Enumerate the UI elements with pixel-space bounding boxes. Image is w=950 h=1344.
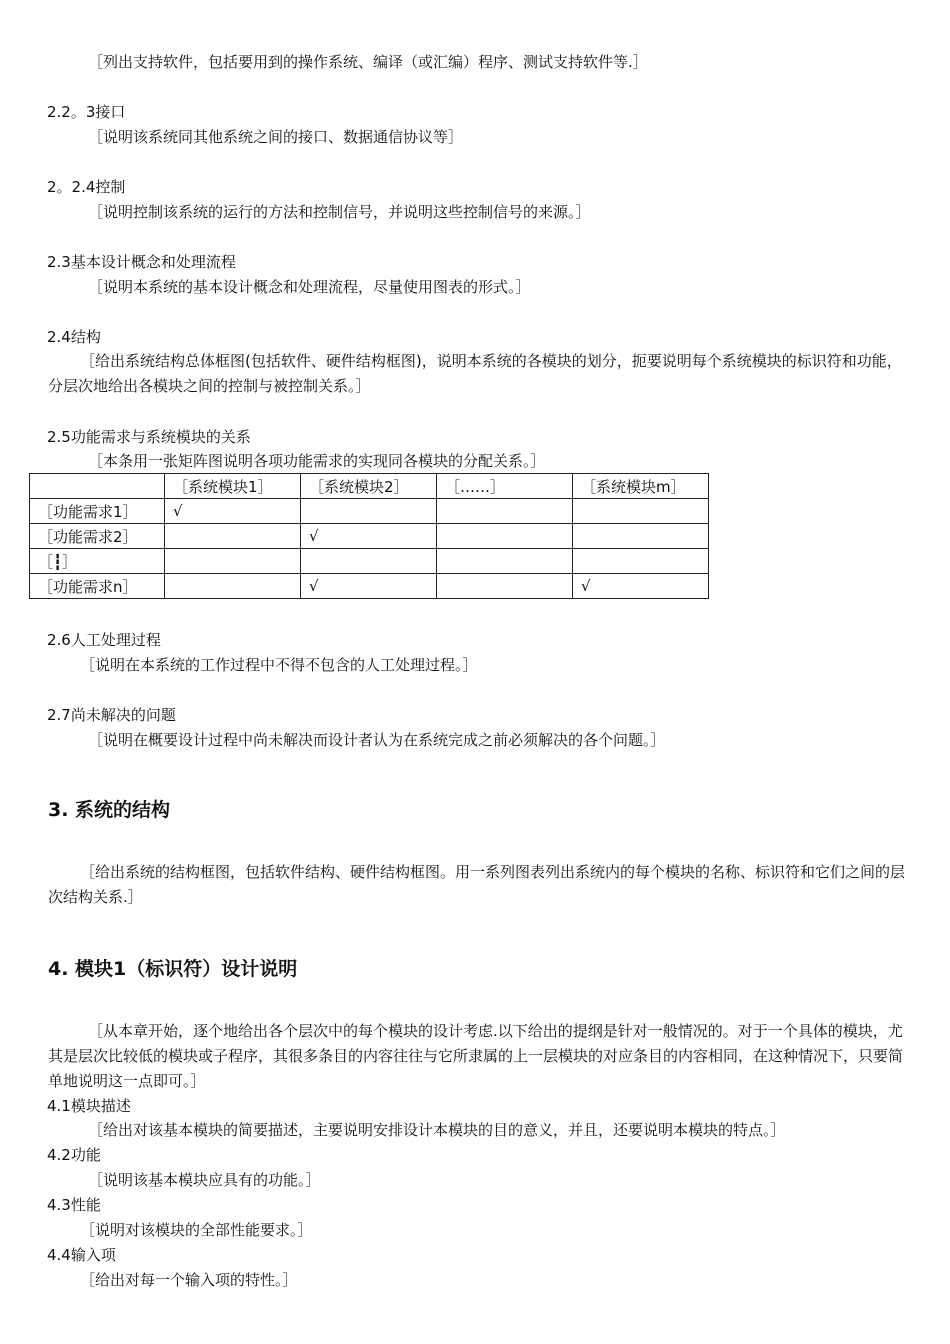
section-4-4-title: 4.4输入项 bbox=[47, 1246, 116, 1264]
section-2-2-3-desc: ［说明该系统同其他系统之间的接口、数据通信协议等］ bbox=[88, 128, 464, 146]
matrix-cell bbox=[165, 524, 301, 549]
matrix-row bbox=[30, 524, 709, 549]
matrix-row-label: ［功能需求2］ bbox=[30, 524, 165, 549]
heading-3-desc: ［给出系统的结构框图，包括软件结构、硬件结构框图。用一系列图表列出系统内的每个模块的名称、标识符和它们之间的层次结构关系.］ bbox=[48, 863, 906, 906]
section-4-3-desc: ［说明对该模块的全部性能要求。］ bbox=[80, 1221, 313, 1239]
section-2-2-4-desc: ［说明控制该系统的运行的方法和控制信号，并说明这些控制信号的来源。］ bbox=[88, 203, 591, 221]
matrix-row bbox=[30, 549, 709, 574]
heading-3-system-structure: 3. 系统的结构 bbox=[48, 799, 171, 821]
matrix-cell bbox=[165, 549, 301, 574]
matrix-header-module-2: ［系统模块2］ bbox=[301, 474, 437, 499]
requirements-module-matrix bbox=[29, 473, 709, 599]
matrix-cell bbox=[437, 524, 573, 549]
section-2-3-title: 2.3基本设计概念和处理流程 bbox=[47, 253, 236, 271]
matrix-cell bbox=[573, 524, 709, 549]
support-software-desc: ［列出支持软件，包括要用到的操作系统、编译（或汇编）程序、测试支持软件等.］ bbox=[88, 53, 648, 71]
matrix-cell bbox=[301, 549, 437, 574]
section-2-5-desc: ［本条用一张矩阵图说明各项功能需求的实现同各模块的分配关系。］ bbox=[88, 452, 546, 470]
matrix-header-module-1: ［系统模块1］ bbox=[165, 474, 301, 499]
matrix-row bbox=[30, 499, 709, 524]
section-4-4-desc: ［给出对每一个输入项的特性。］ bbox=[80, 1271, 298, 1289]
matrix-cell bbox=[573, 499, 709, 524]
section-4-2-desc: ［说明该基本模块应具有的功能。］ bbox=[88, 1171, 321, 1189]
heading-4-desc: ［从本章开始，逐个地给出各个层次中的每个模块的设计考虑.以下给出的提纲是针对一般情况的。对于一个具体的模块，尤其是层次比较低的模块或子程序，其很多条目的内容往往与它所隶属的上一层模块的对应条目的内容相同，在这种情况下，只要简单地说明这一点即可。］ bbox=[48, 1022, 904, 1090]
section-4-2-title: 4.2功能 bbox=[47, 1146, 101, 1164]
matrix-corner-cell bbox=[30, 474, 165, 499]
section-2-3-desc: ［说明本系统的基本设计概念和处理流程，尽量使用图表的形式。］ bbox=[88, 278, 531, 296]
matrix-header-row bbox=[30, 474, 709, 499]
section-2-7-desc: ［说明在概要设计过程中尚未解决而设计者认为在系统完成之前必须解决的各个问题。］ bbox=[88, 731, 666, 749]
matrix-row-label: ［┇］ bbox=[30, 549, 165, 574]
matrix-cell: √ bbox=[573, 574, 709, 599]
matrix-cell bbox=[573, 549, 709, 574]
matrix-header-module-ellipsis: ［……］ bbox=[437, 474, 573, 499]
matrix-row-label: ［功能需求n］ bbox=[30, 574, 165, 599]
section-4-3-title: 4.3性能 bbox=[47, 1196, 101, 1214]
section-2-2-4-title: 2。2.4控制 bbox=[47, 178, 126, 196]
matrix-row-label: ［功能需求1］ bbox=[30, 499, 165, 524]
matrix-row bbox=[30, 574, 709, 599]
section-2-4-desc: ［给出系统结构总体框图(包括软件、硬件结构框图)，说明本系统的各模块的划分，扼要说明每个系统模块的标识符和功能，分层次地给出各模块之间的控制与被控制关系。］ bbox=[48, 352, 902, 395]
matrix-cell: √ bbox=[301, 524, 437, 549]
section-2-6-desc: ［说明在本系统的工作过程中不得不包含的人工处理过程。］ bbox=[80, 656, 478, 674]
matrix-cell bbox=[437, 499, 573, 524]
matrix-cell bbox=[165, 574, 301, 599]
matrix-header-module-m: ［系统模块m］ bbox=[573, 474, 709, 499]
matrix-cell bbox=[437, 549, 573, 574]
matrix-cell bbox=[301, 499, 437, 524]
section-2-5-title: 2.5功能需求与系统模块的关系 bbox=[47, 428, 251, 446]
section-4-1-title: 4.1模块描述 bbox=[47, 1097, 131, 1115]
matrix-cell: √ bbox=[165, 499, 301, 524]
heading-4-module-design: 4. 模块1（标识符）设计说明 bbox=[48, 958, 298, 980]
matrix-cell: √ bbox=[301, 574, 437, 599]
section-4-1-desc: ［给出对该基本模块的简要描述，主要说明安排设计本模块的目的意义，并且，还要说明本模块的特点。］ bbox=[88, 1121, 786, 1139]
section-2-7-title: 2.7尚未解决的问题 bbox=[47, 706, 176, 724]
matrix-cell bbox=[437, 574, 573, 599]
section-2-6-title: 2.6人工处理过程 bbox=[47, 631, 161, 649]
section-2-4-title: 2.4结构 bbox=[47, 328, 101, 346]
section-2-2-3-title: 2.2。3接口 bbox=[47, 103, 126, 121]
